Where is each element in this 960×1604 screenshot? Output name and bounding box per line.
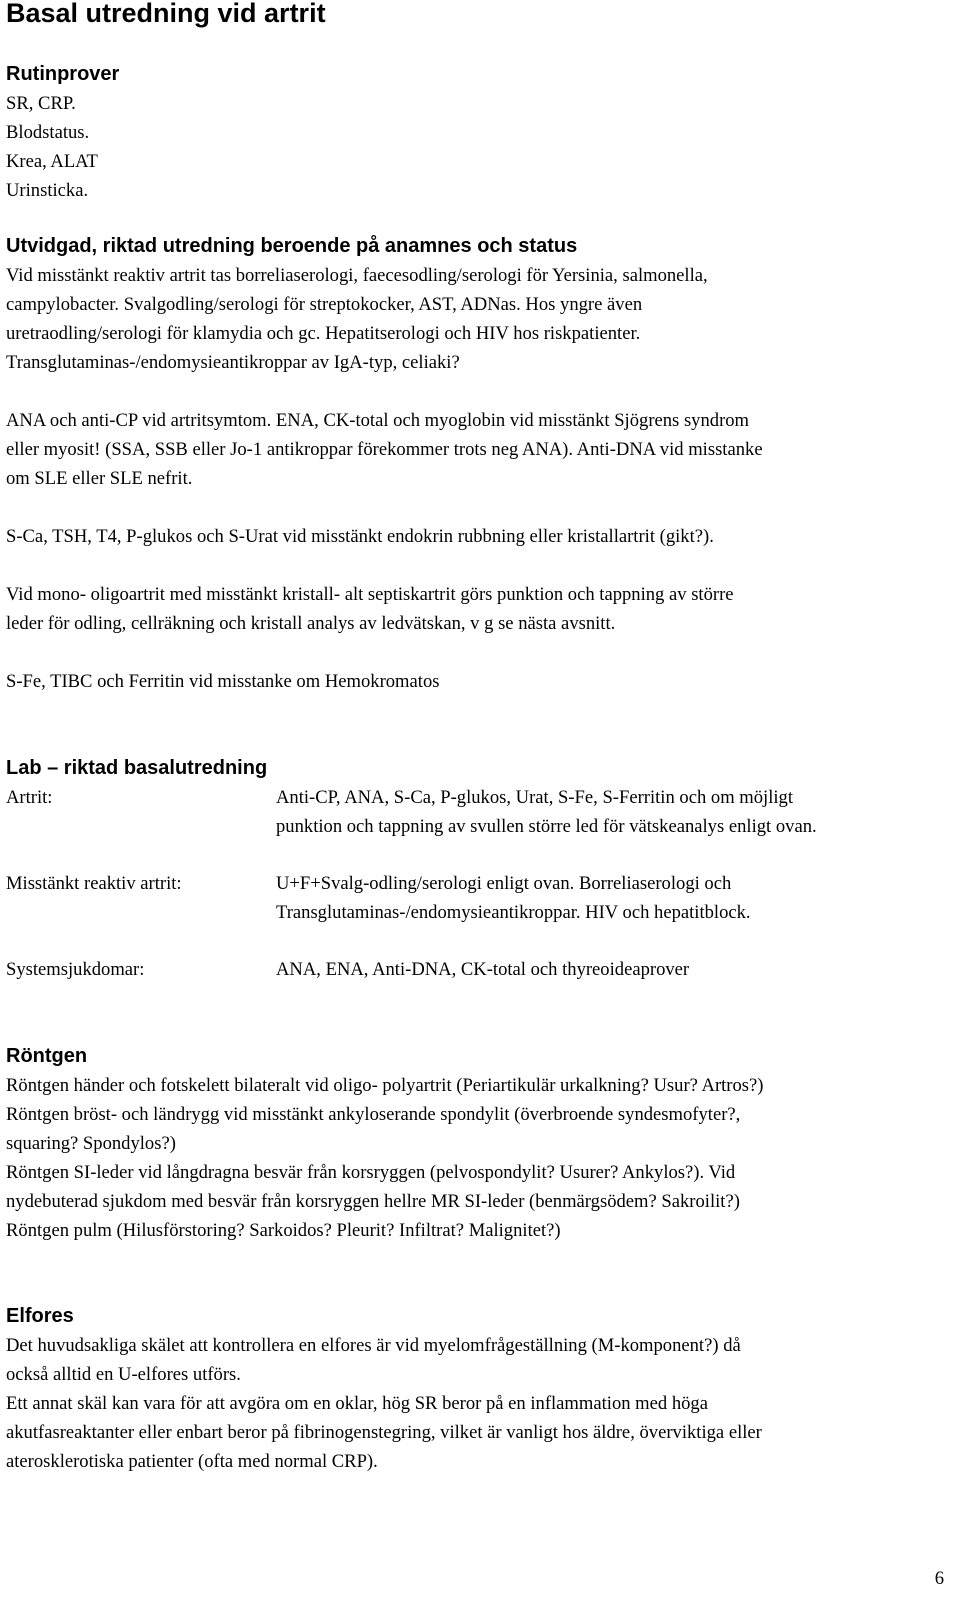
elfores-line: också alltid en U-elfores utförs.	[6, 1364, 241, 1385]
paragraph-line: eller myosit! (SSA, SSB eller Jo-1 antikroppar förekommer trots neg ANA). Anti-DNA vid misstanke	[6, 439, 763, 460]
rontgen-line: Röntgen pulm (Hilusförstoring? Sarkoidos? Pleurit? Infiltrat? Malignitet?)	[6, 1220, 561, 1241]
rontgen-line: Röntgen händer och fotskelett bilateralt vid oligo- polyartrit (Periartikulär urkalkning? Usur? Artros?)	[6, 1075, 764, 1096]
elfores-line: Det huvudsakliga skälet att kontrollera en elfores är vid myelomfrågeställning (M-komponent?) då	[6, 1335, 741, 1356]
page-title: Basal utredning vid artrit	[6, 0, 326, 28]
heading-rontgen: Röntgen	[6, 1045, 88, 1067]
lab-value-line: ANA, ENA, Anti-DNA, CK-total och thyreoideaprover	[276, 959, 690, 980]
rontgen-line: nydebuterad sjukdom med besvär från korsryggen hellre MR SI-leder (benmärgsödem? Sakroilit?)	[6, 1191, 740, 1212]
paragraph-line: campylobacter. Svalgodling/serologi för streptokocker, AST, ADNas. Hos yngre även	[6, 294, 643, 315]
paragraph-line: Transglutaminas-/endomysieantikroppar av IgA-typ, celiaki?	[6, 352, 460, 373]
paragraph-line: S-Ca, TSH, T4, P-glukos och S-Urat vid misstänkt endokrin rubbning eller kristallartrit (gikt?).	[6, 526, 714, 547]
paragraph-line: uretraodling/serologi för klamydia och gc. Hepatitserologi och HIV hos riskpatienter.	[6, 323, 641, 344]
paragraph-line: ANA och anti-CP vid artritsymtom. ENA, CK-total och myoglobin vid misstänkt Sjögrens syndrom	[6, 410, 750, 431]
paragraph-line: om SLE eller SLE nefrit.	[6, 468, 193, 489]
heading-lab-riktad-basalutredning: Lab – riktad basalutredning	[6, 757, 268, 779]
rontgen-line: Röntgen SI-leder vid långdragna besvär från korsryggen (pelvospondylit? Usurer? Ankylos?). Vid	[6, 1162, 736, 1183]
lab-value-line: punktion och tappning av svullen större led för vätskeanalys enligt ovan.	[276, 816, 817, 837]
paragraph-line: leder för odling, cellräkning och kristall analys av ledvätskan, v g se nästa avsnitt.	[6, 613, 616, 634]
elfores-line: akutfasreaktanter eller enbart beror på fibrinogenstegring, vilket är vanligt hos äldre, överviktiga eller	[6, 1422, 762, 1443]
rontgen-line: Röntgen bröst- och ländrygg vid misstänkt ankyloserande spondylit (överbroende syndesmofyter?,	[6, 1104, 741, 1125]
rutinprover-line: Krea, ALAT	[6, 151, 98, 172]
elfores-line: aterosklerotiska patienter (ofta med normal CRP).	[6, 1451, 378, 1472]
rutinprover-line: Blodstatus.	[6, 122, 90, 143]
paragraph-line: Vid mono- oligoartrit med misstänkt kristall- alt septiskartrit görs punktion och tappning av större	[6, 584, 734, 605]
rutinprover-line: SR, CRP.	[6, 93, 76, 114]
page-number: 6	[934, 1568, 944, 1589]
rutinprover-line: Urinsticka.	[6, 180, 89, 201]
lab-value-line: Transglutaminas-/endomysieantikroppar. HIV och hepatitblock.	[276, 902, 751, 923]
heading-elfores: Elfores	[6, 1305, 74, 1327]
heading-rutinprover: Rutinprover	[6, 63, 120, 85]
lab-label-artrit: Artrit:	[6, 787, 53, 808]
paragraph-line: Vid misstänkt reaktiv artrit tas borreliaserologi, faecesodling/serologi för Yersinia, salmonella,	[6, 265, 708, 286]
heading-utvidgad-utredning: Utvidgad, riktad utredning beroende på anamnes och status	[6, 235, 578, 257]
lab-value-line: U+F+Svalg-odling/serologi enligt ovan. Borreliaserologi och	[276, 873, 732, 894]
rontgen-line: squaring? Spondylos?)	[6, 1133, 176, 1154]
lab-value-line: Anti-CP, ANA, S-Ca, P-glukos, Urat, S-Fe, S-Ferritin och om möjligt	[276, 787, 794, 808]
lab-label-systemsjukdomar: Systemsjukdomar:	[6, 959, 145, 980]
paragraph-line: S-Fe, TIBC och Ferritin vid misstanke om Hemokromatos	[6, 671, 440, 692]
lab-label-reaktiv-artrit: Misstänkt reaktiv artrit:	[6, 873, 182, 894]
elfores-line: Ett annat skäl kan vara för att avgöra om en oklar, hög SR beror på en inflammation med höga	[6, 1393, 708, 1414]
